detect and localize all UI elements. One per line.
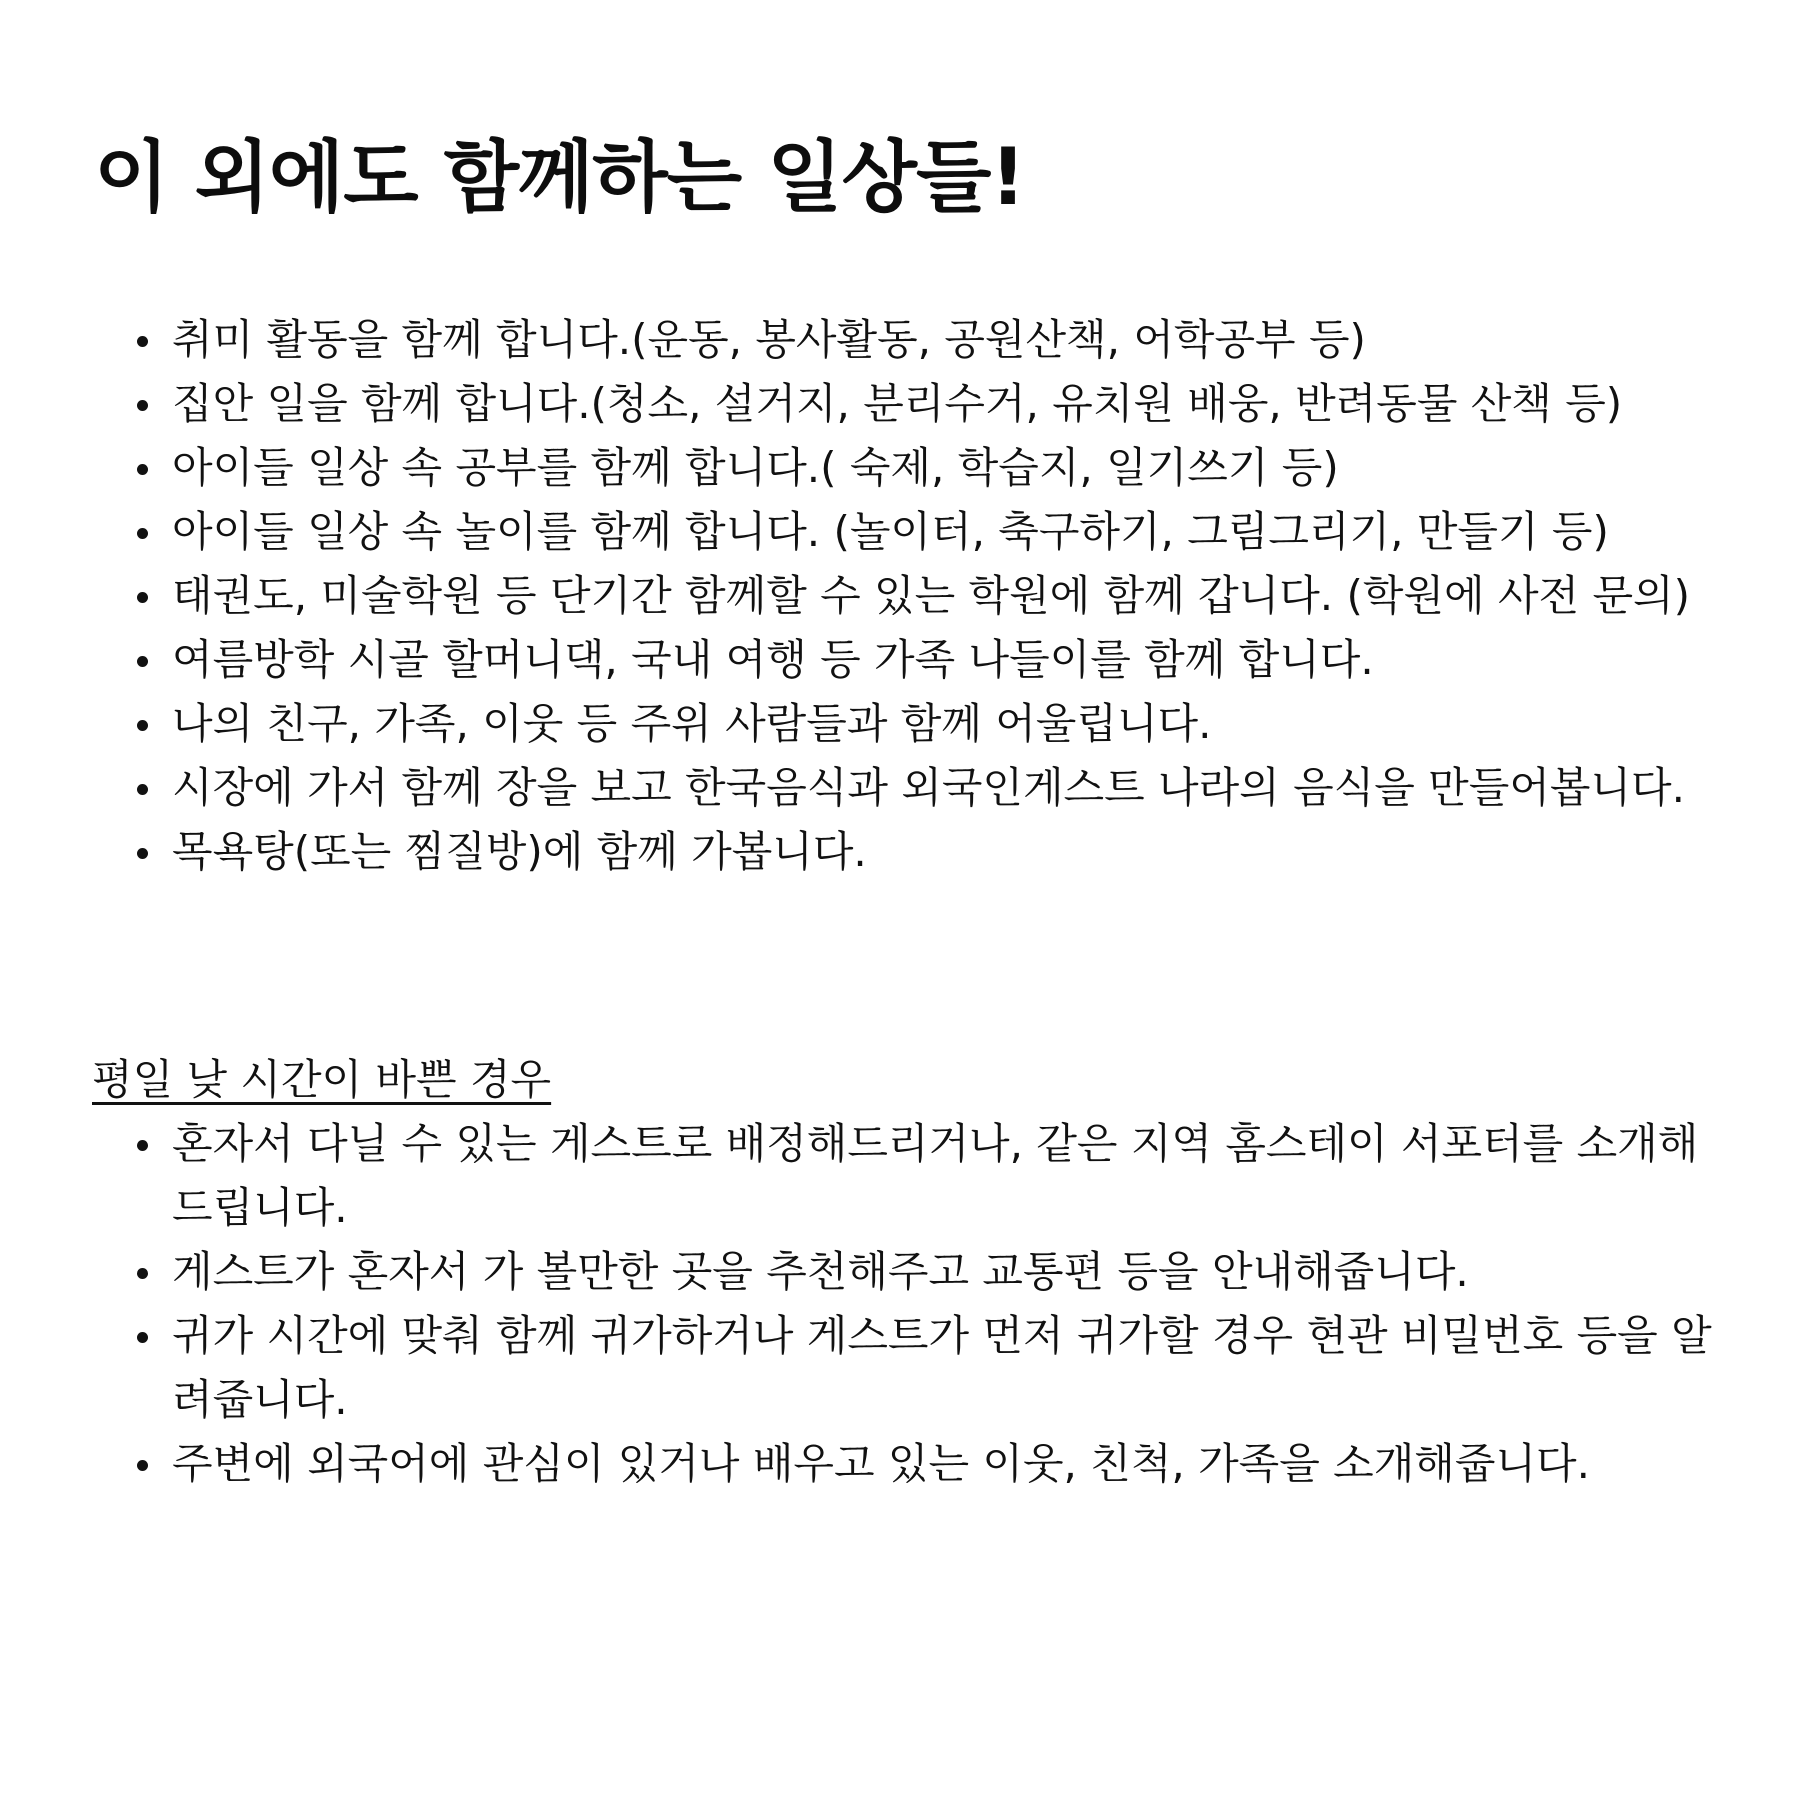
list-item: 혼자서 다닐 수 있는 게스트로 배정해드리거나, 같은 지역 홈스테이 서포터를 소개해드립니다. bbox=[172, 1112, 1732, 1240]
section-heading: 평일 낮 시간이 바쁜 경우 bbox=[92, 1055, 552, 1104]
list-item: 귀가 시간에 맞춰 함께 귀가하거나 게스트가 먼저 귀가할 경우 현관 비밀번호 등을 알려줍니다. bbox=[172, 1304, 1732, 1432]
page-title: 이 외에도 함께하는 일상들! bbox=[94, 133, 1025, 223]
list-item: 나의 친구, 가족, 이웃 등 주위 사람들과 함께 어울립니다. bbox=[172, 692, 1772, 756]
list-item: 여름방학 시골 할머니댁, 국내 여행 등 가족 나들이를 함께 합니다. bbox=[172, 628, 1772, 692]
list-item: 태권도, 미술학원 등 단기간 함께할 수 있는 학원에 함께 갑니다. (학원에 사전 문의) bbox=[172, 564, 1772, 628]
activity-list bbox=[172, 308, 1772, 884]
list-item: 아이들 일상 속 놀이를 함께 합니다. (놀이터, 축구하기, 그림그리기, 만들기 등) bbox=[172, 500, 1772, 564]
list-item: 주변에 외국어에 관심이 있거나 배우고 있는 이웃, 친척, 가족을 소개해줍니다. bbox=[172, 1432, 1732, 1496]
list-item: 게스트가 혼자서 가 볼만한 곳을 추천해주고 교통편 등을 안내해줍니다. bbox=[172, 1240, 1732, 1304]
list-item: 시장에 가서 함께 장을 보고 한국음식과 외국인게스트 나라의 음식을 만들어봅니다. bbox=[172, 756, 1772, 820]
list-item: 아이들 일상 속 공부를 함께 합니다.( 숙제, 학습지, 일기쓰기 등) bbox=[172, 436, 1772, 500]
list-item: 집안 일을 함께 합니다.(청소, 설거지, 분리수거, 유치원 배웅, 반려동물 산책 등) bbox=[172, 372, 1772, 436]
list-item: 취미 활동을 함께 합니다.(운동, 봉사활동, 공원산책, 어학공부 등) bbox=[172, 308, 1772, 372]
busy-tips-list bbox=[172, 1112, 1732, 1496]
list-item: 목욕탕(또는 찜질방)에 함께 가봅니다. bbox=[172, 820, 1772, 884]
